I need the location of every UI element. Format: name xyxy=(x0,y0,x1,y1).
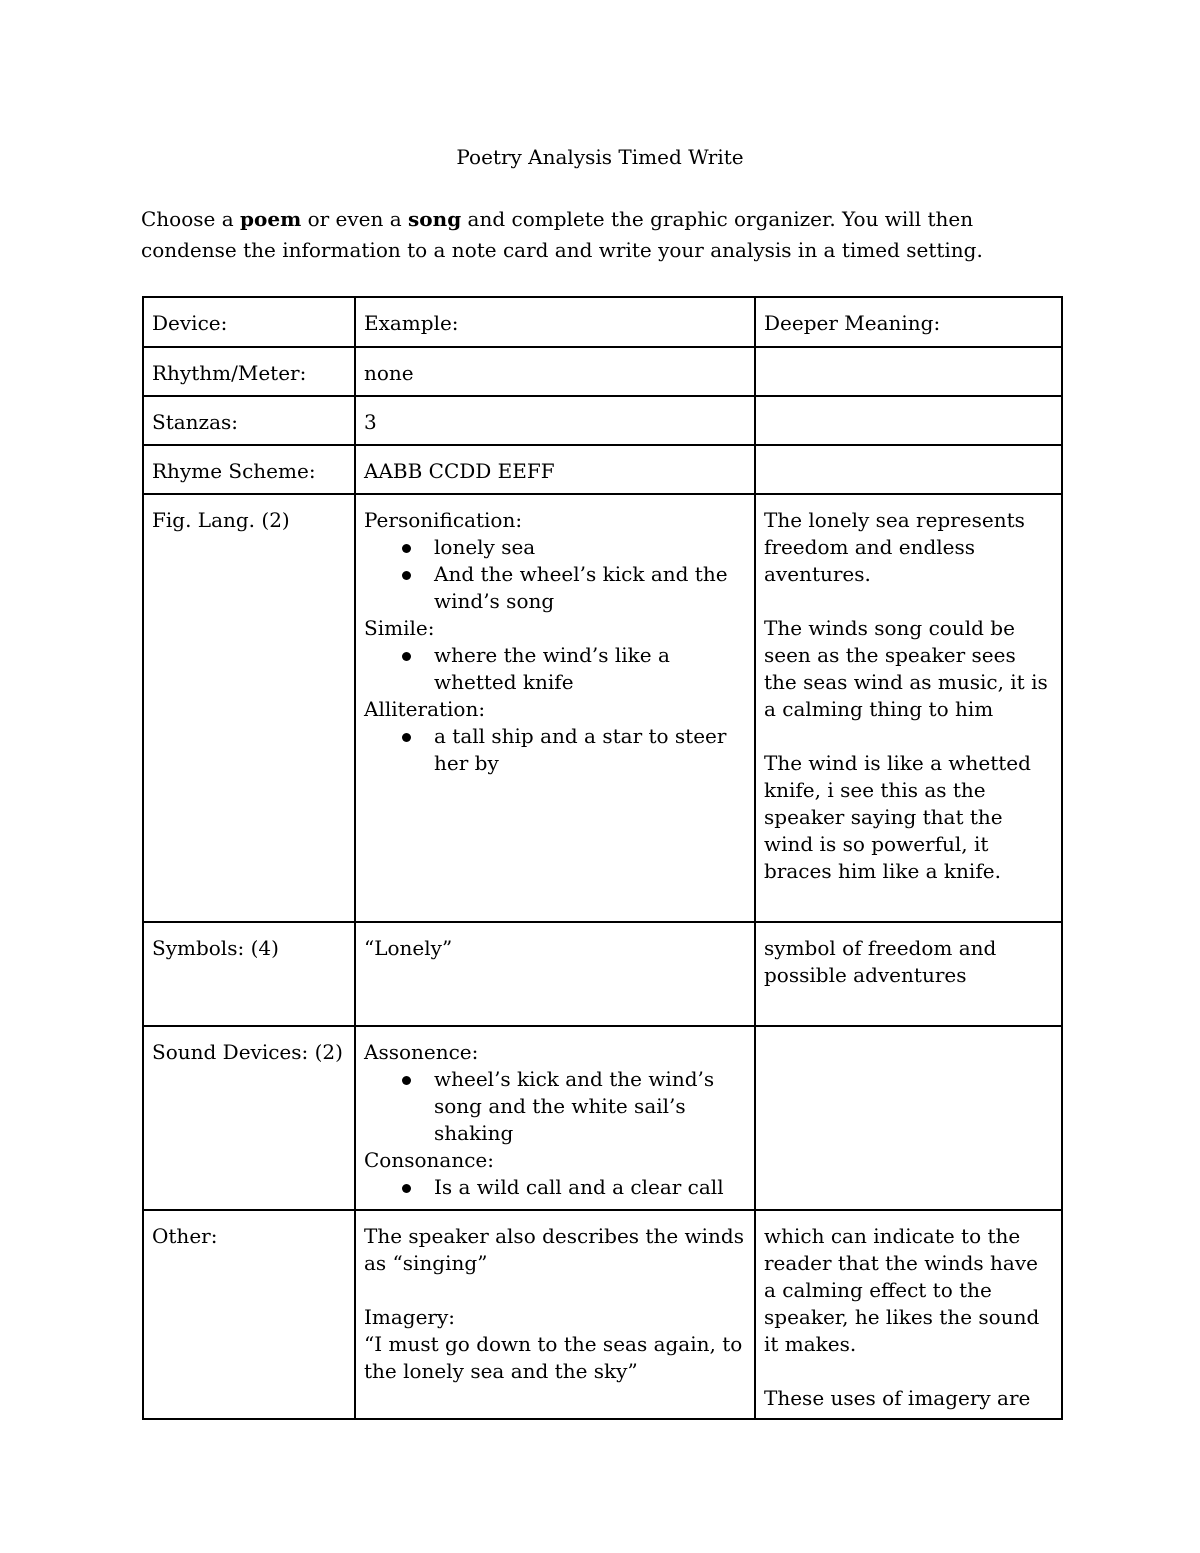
list-item: a tall ship and a star to steer her by xyxy=(434,723,746,777)
page-title: Poetry Analysis Timed Write xyxy=(456,145,744,169)
fig-example xyxy=(355,494,755,922)
sound-example xyxy=(355,1026,755,1210)
fig-bullet-list xyxy=(364,642,746,696)
sound-group-label: Assonence: xyxy=(364,1040,479,1064)
fig-group-label: Simile: xyxy=(364,616,435,640)
fig-meaning xyxy=(755,494,1062,922)
stanzas-meaning xyxy=(755,396,1062,445)
list-item: And the wheel’s kick and the wind’s song xyxy=(434,561,746,615)
other-example-paragraph: The speaker also describes the winds as “singing” xyxy=(364,1224,744,1275)
symbols-meaning: symbol of freedom and possible adventures xyxy=(755,922,1062,1026)
instructions-text-2: or even a xyxy=(301,207,409,231)
stanzas-example: 3 xyxy=(355,396,755,445)
instructions-bold-poem: poem xyxy=(240,207,302,231)
table-row-symbols xyxy=(143,922,1062,1026)
rhyme-meaning xyxy=(755,445,1062,494)
sound-bullet-list xyxy=(364,1174,746,1201)
table-header-row xyxy=(143,297,1062,347)
other-device: Other: xyxy=(143,1210,355,1419)
fig-meaning-paragraph: The winds song could be seen as the speaker sees the seas wind as music, it is a calming thing to him xyxy=(764,616,1048,721)
rhythm-example: none xyxy=(355,347,755,396)
fig-meaning-paragraph: The wind is like a whetted knife, i see this as the speaker saying that the wind is so powerful, it braces him like a knife. xyxy=(764,751,1031,883)
table-row-other xyxy=(143,1210,1062,1419)
list-item: lonely sea xyxy=(434,534,746,561)
fig-group-label: Personification: xyxy=(364,508,523,532)
header-deeper-meaning: Deeper Meaning: xyxy=(755,297,1062,347)
fig-device: Fig. Lang. (2) xyxy=(143,494,355,922)
rhyme-device: Rhyme Scheme: xyxy=(143,445,355,494)
rhythm-device: Rhythm/Meter: xyxy=(143,347,355,396)
list-item: where the wind’s like a whetted knife xyxy=(434,642,746,696)
sound-group-label: Consonance: xyxy=(364,1148,494,1172)
sound-bullet-list xyxy=(364,1066,746,1147)
list-item: wheel’s kick and the wind’s song and the white sail’s shaking xyxy=(434,1066,746,1147)
instructions xyxy=(141,204,1071,266)
other-example xyxy=(355,1210,755,1419)
table-row-fig-lang xyxy=(143,494,1062,922)
instructions-bold-song: song xyxy=(408,207,462,231)
sound-device: Sound Devices: (2) xyxy=(143,1026,355,1210)
fig-group-label: Alliteration: xyxy=(364,697,486,721)
other-example-quote: “I must go down to the seas again, to the lonely sea and the sky” xyxy=(364,1332,743,1383)
other-meaning-paragraph: which can indicate to the reader that the winds have a calming effect to the speaker, he likes the sound it makes. xyxy=(764,1224,1040,1356)
table-row-stanzas xyxy=(143,396,1062,445)
instructions-text-3: and complete the graphic organizer. You will then condense the information to a note card and write your analysis in a timed setting. xyxy=(141,207,983,262)
rhyme-example: AABB CCDD EEFF xyxy=(355,445,755,494)
header-example: Example: xyxy=(355,297,755,347)
fig-bullet-list xyxy=(364,534,746,615)
graphic-organizer-table xyxy=(142,296,1063,1420)
other-meaning-paragraph: These uses of imagery are xyxy=(764,1386,1031,1410)
symbols-example: “Lonely” xyxy=(355,922,755,1026)
instructions-text-1: Choose a xyxy=(141,207,241,231)
rhythm-meaning xyxy=(755,347,1062,396)
symbols-device: Symbols: (4) xyxy=(143,922,355,1026)
table-row-sound-devices xyxy=(143,1026,1062,1210)
list-item: Is a wild call and a clear call xyxy=(434,1174,746,1201)
stanzas-device: Stanzas: xyxy=(143,396,355,445)
header-device: Device: xyxy=(143,297,355,347)
fig-bullet-list xyxy=(364,723,746,777)
sound-meaning xyxy=(755,1026,1062,1210)
other-meaning xyxy=(755,1210,1062,1419)
table-row-rhyme-scheme xyxy=(143,445,1062,494)
other-example-label: Imagery: xyxy=(364,1305,456,1329)
fig-meaning-paragraph: The lonely sea represents freedom and endless aventures. xyxy=(764,508,1025,586)
table-row-rhythm xyxy=(143,347,1062,396)
